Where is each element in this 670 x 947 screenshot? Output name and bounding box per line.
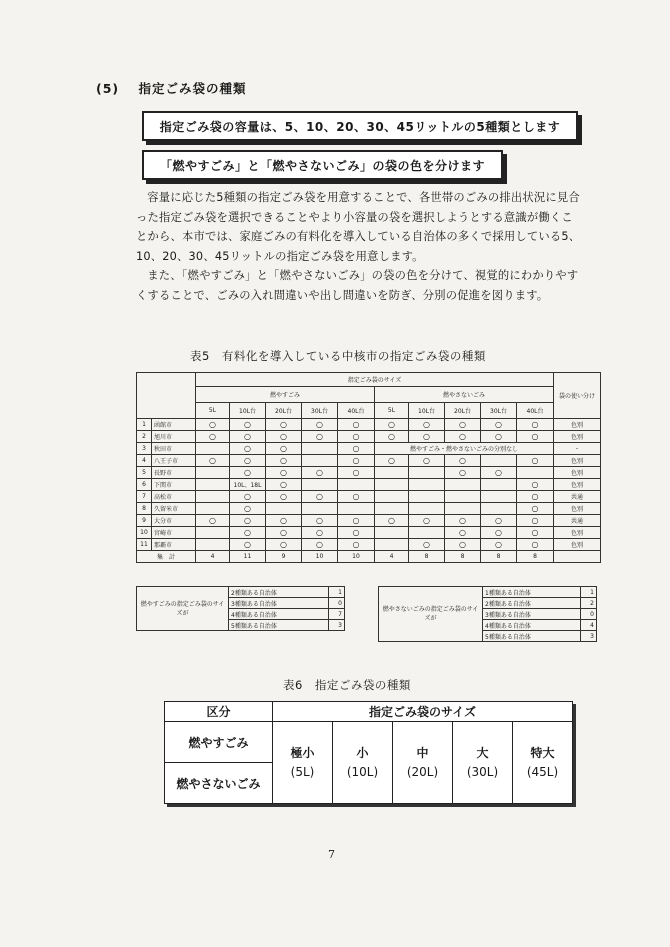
table-row <box>137 431 601 443</box>
table5-caption: 表5 有料化を導入している中核市の指定ごみ袋の種類 <box>190 349 486 363</box>
burn-size-cell: ○ <box>302 467 338 479</box>
burn-size-cell: ○ <box>302 419 338 431</box>
row-number: 10 <box>137 527 152 539</box>
nonburn-size-cell: ○ <box>445 419 481 431</box>
city-name: 旭川市 <box>152 431 196 443</box>
row-number: 2 <box>137 431 152 443</box>
nonburn-size-cell: ○ <box>517 515 554 527</box>
burn-size-cell <box>302 455 338 467</box>
nonburn-size-cell: ○ <box>517 455 554 467</box>
summary-row-count: 3 <box>581 631 597 642</box>
burn-size-cell: ○ <box>338 539 375 551</box>
table6-kind-burn: 燃やすごみ <box>165 722 273 763</box>
city-name: 函館市 <box>152 419 196 431</box>
nonburn-total: 8 <box>445 551 481 563</box>
nonburn-size-cell <box>481 491 517 503</box>
row-number: 1 <box>137 419 152 431</box>
size-name: 小 <box>356 745 369 760</box>
nonburn-size-cell: ○ <box>375 455 409 467</box>
burn-total: 10 <box>338 551 375 563</box>
burn-size-cell: ○ <box>266 431 302 443</box>
nonburn-size-cell: ○ <box>409 515 445 527</box>
size-header: 30L台 <box>481 403 517 419</box>
highlight-box-capacity: 指定ごみ袋の容量は、5、10、20、30、45リットルの5種類とします <box>142 111 578 141</box>
city-name: 那覇市 <box>152 539 196 551</box>
table6-header-sizes: 指定ごみ袋のサイズ <box>273 702 573 722</box>
nonburn-total: 8 <box>409 551 445 563</box>
summary-row-text: 5種類ある自治体 <box>229 620 329 631</box>
row-number: 5 <box>137 467 152 479</box>
row-number: 6 <box>137 479 152 491</box>
nonburn-size-cell: ○ <box>409 431 445 443</box>
burn-size-cell: ○ <box>230 539 266 551</box>
burn-size-cell <box>302 479 338 491</box>
bag-color-usage: 共通 <box>554 515 601 527</box>
summary-row-text: 2種類ある自治体 <box>483 598 581 609</box>
burn-total: 11 <box>230 551 266 563</box>
table6-header-category: 区分 <box>165 702 273 722</box>
burn-size-cell <box>196 503 230 515</box>
summary-burn-table <box>136 586 345 631</box>
nonburn-total: 8 <box>481 551 517 563</box>
nonburn-size-cell: ○ <box>409 419 445 431</box>
nonburn-size-cell: ○ <box>481 527 517 539</box>
section-heading <box>96 79 247 97</box>
nonburn-size-cell: ○ <box>445 455 481 467</box>
burn-size-cell: ○ <box>338 491 375 503</box>
totals-row <box>137 551 601 563</box>
size-volume: (30L) <box>466 764 499 779</box>
burn-size-cell: ○ <box>338 431 375 443</box>
burn-size-cell: ○ <box>266 419 302 431</box>
burn-size-cell: ○ <box>196 455 230 467</box>
burn-size-cell: ○ <box>266 539 302 551</box>
city-name: 下関市 <box>152 479 196 491</box>
summary-row-count: 1 <box>581 587 597 598</box>
table5 <box>136 372 601 563</box>
burn-size-cell <box>302 503 338 515</box>
nonburn-size-cell: ○ <box>481 515 517 527</box>
summary-row-count: 2 <box>581 598 597 609</box>
table-row <box>137 491 601 503</box>
table6 <box>164 701 573 804</box>
burn-size-cell: ○ <box>338 515 375 527</box>
burn-size-cell: ○ <box>266 491 302 503</box>
summary-row-count: 0 <box>581 609 597 620</box>
highlight-box-colors: 「燃やすごみ」と「燃やさないごみ」の袋の色を分けます <box>142 150 503 180</box>
table-row <box>137 419 601 431</box>
summary-row-text: 5種類ある自治体 <box>483 631 581 642</box>
burn-size-cell: 10L、18L <box>230 479 266 491</box>
burn-size-cell <box>196 467 230 479</box>
size-name: 特大 <box>530 745 555 760</box>
burn-size-cell <box>196 491 230 503</box>
summary-row-count: 3 <box>329 620 345 631</box>
table-row <box>137 527 601 539</box>
table5-header-color: 袋の使い分け <box>554 373 601 419</box>
burn-size-cell: ○ <box>302 515 338 527</box>
table-row <box>137 443 601 455</box>
nonburn-size-cell <box>517 467 554 479</box>
city-name: 宮崎市 <box>152 527 196 539</box>
summary-nonburn-label: 燃やさないごみの指定ごみ袋のサイズが <box>379 587 483 642</box>
city-name: 高松市 <box>152 491 196 503</box>
nonburn-size-cell: ○ <box>517 431 554 443</box>
burn-size-cell: ○ <box>266 455 302 467</box>
row-number: 3 <box>137 443 152 455</box>
nonburn-size-cell: ○ <box>481 431 517 443</box>
nonburn-size-cell <box>375 539 409 551</box>
burn-size-cell: ○ <box>230 455 266 467</box>
size-volume: (20L) <box>406 764 439 779</box>
burn-size-cell: ○ <box>338 443 375 455</box>
table5-header-sizes: 指定ごみ袋のサイズ <box>196 373 554 387</box>
nonburn-size-cell: ○ <box>517 539 554 551</box>
nonburn-size-cell <box>409 527 445 539</box>
burn-size-cell: ○ <box>196 431 230 443</box>
burn-size-cell: ○ <box>338 455 375 467</box>
table6-caption: 表6 指定ごみ袋の種類 <box>283 678 411 692</box>
burn-size-cell: ○ <box>230 491 266 503</box>
row-number: 11 <box>137 539 152 551</box>
row-number: 9 <box>137 515 152 527</box>
burn-size-cell: ○ <box>302 527 338 539</box>
burn-size-cell: ○ <box>338 467 375 479</box>
burn-size-cell: ○ <box>230 527 266 539</box>
body-paragraph-2: また、「燃やすごみ」と「燃やさないごみ」の袋の色を分けて、視覚的にわかりやすくすることで、ごみの入れ間違いや出し間違いを防ぎ、分別の促進を図ります。 <box>136 269 579 302</box>
summary-row-count: 7 <box>329 609 345 620</box>
body-paragraph-1: 容量に応じた5種類の指定ごみ袋を用意することで、各世帯のごみの排出状況に見合った指定ごみ袋を選択できることやより小容量の袋を選択しようとする意識が働くことから、本市では、家庭ごみの有料化を導入している自治体の多くで採用している5、10、20、30、45リットルの指定ごみ袋を用意します。 <box>136 191 581 263</box>
size-header: 5L <box>196 403 230 419</box>
nonburn-total: 4 <box>375 551 409 563</box>
burn-size-cell <box>338 479 375 491</box>
size-name: 極小 <box>290 745 315 760</box>
size-volume: (5L) <box>290 764 315 779</box>
size-header: 40L台 <box>338 403 375 419</box>
nonburn-size-cell: ○ <box>481 419 517 431</box>
burn-size-cell <box>266 503 302 515</box>
nonburn-size-cell <box>409 479 445 491</box>
size-header: 10L台 <box>230 403 266 419</box>
table5-group-burn: 燃やすごみ <box>196 387 375 403</box>
burn-total: 10 <box>302 551 338 563</box>
burn-size-cell <box>196 539 230 551</box>
nonburn-size-cell: ○ <box>375 515 409 527</box>
table-row <box>137 503 601 515</box>
nonburn-size-cell <box>445 503 481 515</box>
bag-color-usage: 共通 <box>554 491 601 503</box>
burn-size-cell: ○ <box>230 419 266 431</box>
size-volume: (10L) <box>346 764 379 779</box>
row-number: 8 <box>137 503 152 515</box>
nonburn-size-cell <box>375 479 409 491</box>
nonburn-size-cell: ○ <box>481 467 517 479</box>
burn-size-cell: ○ <box>196 419 230 431</box>
burn-total: 9 <box>266 551 302 563</box>
table5-corner <box>137 373 196 419</box>
size-header: 10L台 <box>409 403 445 419</box>
bag-color-usage: 色別 <box>554 527 601 539</box>
burn-size-cell: ○ <box>266 515 302 527</box>
nonburn-size-cell: ○ <box>481 539 517 551</box>
burn-size-cell: ○ <box>230 515 266 527</box>
summary-row-text: 3種類ある自治体 <box>483 609 581 620</box>
summary-row-count: 1 <box>329 587 345 598</box>
table6-size <box>513 722 573 804</box>
summary-row-text: 2種類ある自治体 <box>229 587 329 598</box>
size-name: 大 <box>476 745 489 760</box>
bag-color-usage: 色別 <box>554 467 601 479</box>
table-row <box>137 479 601 491</box>
burn-size-cell: ○ <box>266 443 302 455</box>
section-title: 指定ごみ袋の種類 <box>138 81 247 96</box>
nonburn-size-cell: ○ <box>517 419 554 431</box>
nonburn-size-cell <box>409 503 445 515</box>
burn-size-cell <box>196 527 230 539</box>
nonburn-size-cell <box>375 503 409 515</box>
nonburn-size-cell: ○ <box>445 467 481 479</box>
nonburn-size-cell: ○ <box>517 503 554 515</box>
nonburn-size-cell <box>375 491 409 503</box>
bag-color-usage: 色別 <box>554 503 601 515</box>
size-header: 20L台 <box>445 403 481 419</box>
burn-size-cell: ○ <box>196 515 230 527</box>
summary-row-count: 4 <box>581 620 597 631</box>
burn-size-cell <box>196 443 230 455</box>
summary-row-text: 3種類ある自治体 <box>229 598 329 609</box>
bag-color-usage: 色別 <box>554 479 601 491</box>
table-row <box>137 455 601 467</box>
row-number: 7 <box>137 491 152 503</box>
bag-color-usage: 色別 <box>554 539 601 551</box>
table6-size <box>273 722 333 804</box>
bag-color-usage: 色別 <box>554 455 601 467</box>
nonburn-total: 8 <box>517 551 554 563</box>
nonburn-size-cell <box>409 467 445 479</box>
table6-size <box>393 722 453 804</box>
size-volume: (45L) <box>526 764 559 779</box>
burn-size-cell: ○ <box>266 527 302 539</box>
nonburn-size-cell: ○ <box>375 419 409 431</box>
city-name: 長野市 <box>152 467 196 479</box>
burn-size-cell: ○ <box>230 467 266 479</box>
nonburn-size-cell: ○ <box>445 539 481 551</box>
nonburn-size-cell: ○ <box>445 431 481 443</box>
nonburn-size-cell: ○ <box>517 527 554 539</box>
nonburn-size-cell: ○ <box>445 515 481 527</box>
summary-row-text: 1種類ある自治体 <box>483 587 581 598</box>
burn-total: 4 <box>196 551 230 563</box>
burn-size-cell: ○ <box>230 503 266 515</box>
nonburn-size-cell <box>481 455 517 467</box>
nonburn-size-cell: ○ <box>445 527 481 539</box>
burn-size-cell <box>196 479 230 491</box>
bag-color-usage: 色別 <box>554 419 601 431</box>
nonburn-size-cell <box>375 467 409 479</box>
table5-group-nonburn: 燃やさないごみ <box>375 387 554 403</box>
burn-size-cell: ○ <box>302 491 338 503</box>
nonburn-size-cell <box>445 479 481 491</box>
table-row <box>137 539 601 551</box>
section-number: (5) <box>96 81 120 96</box>
burn-size-cell: ○ <box>302 431 338 443</box>
nonburn-size-cell: ○ <box>517 491 554 503</box>
burn-size-cell: ○ <box>266 467 302 479</box>
nonburn-size-cell <box>481 479 517 491</box>
no-separation-note: 燃やすごみ・燃やさないごみの分別なし <box>375 443 554 455</box>
table6-size <box>333 722 393 804</box>
size-header: 5L <box>375 403 409 419</box>
summary-nonburn-table <box>378 586 597 642</box>
city-name: 久留米市 <box>152 503 196 515</box>
burn-size-cell: ○ <box>338 527 375 539</box>
burn-size-cell: ○ <box>302 539 338 551</box>
size-header: 30L台 <box>302 403 338 419</box>
summary-row-text: 4種類ある自治体 <box>229 609 329 620</box>
page-number: 7 <box>328 848 335 861</box>
totals-label: 集 計 <box>137 551 196 563</box>
table6-size <box>453 722 513 804</box>
size-name: 中 <box>416 745 429 760</box>
table-row <box>137 515 601 527</box>
burn-size-cell: ○ <box>230 431 266 443</box>
city-name: 秋田市 <box>152 443 196 455</box>
table6-kind-nonburn: 燃やさないごみ <box>165 763 273 804</box>
nonburn-size-cell: ○ <box>375 431 409 443</box>
bag-color-usage: 色別 <box>554 431 601 443</box>
table-row <box>137 467 601 479</box>
row-number: 4 <box>137 455 152 467</box>
city-name: 八王子市 <box>152 455 196 467</box>
size-header: 20L台 <box>266 403 302 419</box>
burn-size-cell <box>338 503 375 515</box>
totals-empty-cell <box>554 551 601 563</box>
summary-burn-label: 燃やすごみの指定ごみ袋のサイズが <box>137 587 229 631</box>
burn-size-cell <box>302 443 338 455</box>
burn-size-cell: ○ <box>338 419 375 431</box>
bag-color-usage: - <box>554 443 601 455</box>
nonburn-size-cell: ○ <box>517 479 554 491</box>
burn-size-cell: ○ <box>266 479 302 491</box>
summary-row-count: 0 <box>329 598 345 609</box>
nonburn-size-cell <box>481 503 517 515</box>
nonburn-size-cell <box>409 491 445 503</box>
summary-row-text: 4種類ある自治体 <box>483 620 581 631</box>
size-header: 40L台 <box>517 403 554 419</box>
city-name: 大分市 <box>152 515 196 527</box>
nonburn-size-cell <box>375 527 409 539</box>
burn-size-cell: ○ <box>230 443 266 455</box>
nonburn-size-cell: ○ <box>409 455 445 467</box>
nonburn-size-cell <box>445 491 481 503</box>
nonburn-size-cell: ○ <box>409 539 445 551</box>
